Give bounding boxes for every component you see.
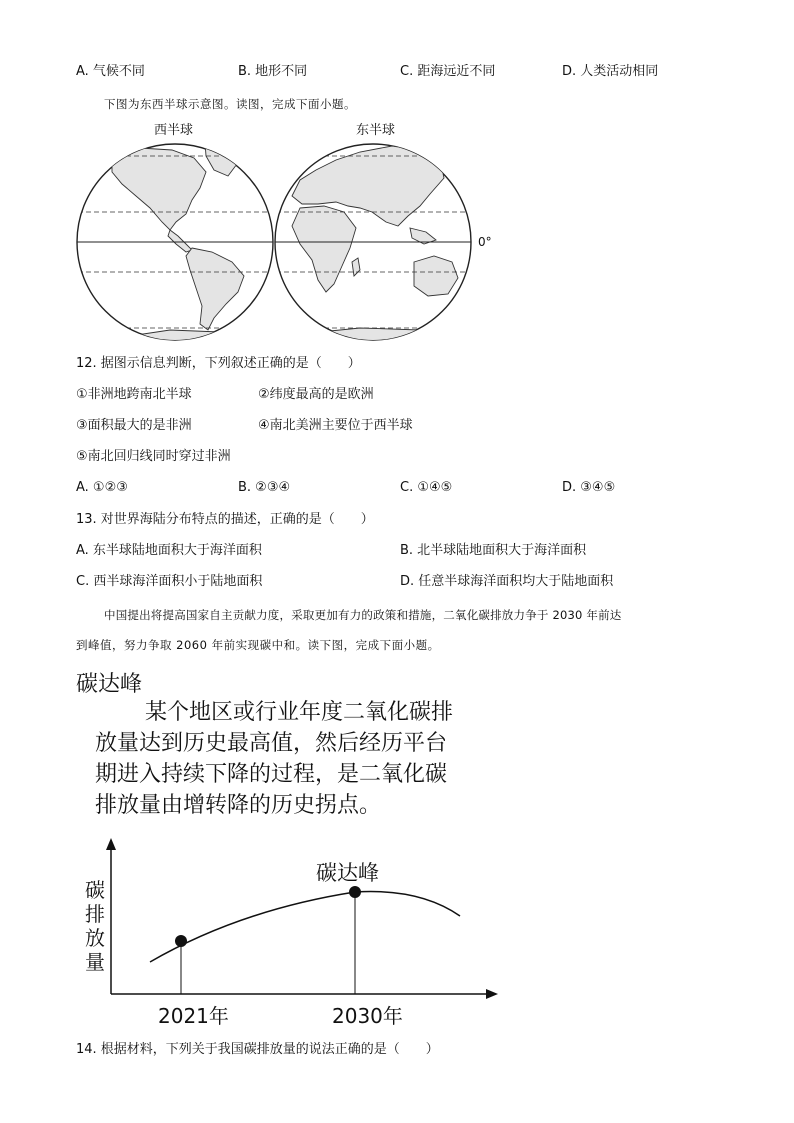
q12-statement-1: ①非洲地跨南北半球	[76, 387, 192, 402]
point-2030-peak	[349, 886, 361, 898]
x-axis-arrow	[486, 989, 498, 999]
carbon-card-line-3: 期进入持续下降的过程，是二氧化碳	[95, 762, 448, 787]
q12-stem: 12. 据图示信息判断，下列叙述正确的是（ ）	[76, 356, 361, 371]
q12-statement-4: ④南北美洲主要位于西半球	[258, 418, 413, 433]
q13-option-c: C. 西半球海洋面积小于陆地面积	[76, 574, 263, 589]
carbon-card-line-4: 排放量由增转降的历史拐点。	[95, 793, 382, 818]
eastern-hemisphere	[268, 144, 478, 360]
q13-option-a: A. 东半球陆地面积大于海洋面积	[76, 543, 262, 558]
q12-statement-2: ②纬度最高的是欧洲	[258, 387, 374, 402]
q11-option-a: A. 气候不同	[76, 64, 145, 79]
q11-option-c: C. 距海远近不同	[400, 64, 496, 79]
q12-option-d: D. ③④⑤	[562, 480, 616, 495]
carbon-card-title: 碳达峰	[76, 672, 143, 697]
q12-statement-5: ⑤南北回归线同时穿过非洲	[76, 449, 231, 464]
map-intro: 下图为东西半球示意图。读图，完成下面小题。	[104, 97, 356, 111]
east-hemisphere-label: 东半球	[356, 123, 396, 138]
carbon-intro-line-2: 到峰值，努力争取 2060 年前实现碳中和。读下图，完成下面小题。	[76, 638, 440, 652]
carbon-chart	[106, 838, 498, 999]
emission-curve	[150, 892, 460, 963]
carbon-card-line-1: 某个地区或行业年度二氧化碳排	[145, 700, 454, 725]
point-2021	[175, 935, 187, 947]
q12-option-c: C. ①④⑤	[400, 480, 453, 495]
q11-option-d: D. 人类活动相同	[562, 64, 659, 79]
western-hemisphere	[70, 142, 280, 360]
q11-option-b: B. 地形不同	[238, 64, 308, 79]
chart-x-tick-2021: 2021年	[158, 1004, 229, 1028]
q13-stem: 13. 对世界海陆分布特点的描述，正确的是（ ）	[76, 512, 374, 527]
q13-option-d: D. 任意半球海洋面积均大于陆地面积	[400, 574, 614, 589]
equator-label: 0°	[478, 235, 492, 249]
chart-y-label: 碳排放量	[85, 878, 105, 974]
q12-option-b: B. ②③④	[238, 480, 291, 495]
west-hemisphere-label: 西半球	[154, 123, 194, 138]
q12-option-a: A. ①②③	[76, 480, 128, 495]
y-axis-arrow	[106, 838, 116, 850]
q14-stem: 14. 根据材料，下列关于我国碳排放量的说法正确的是（ ）	[76, 1042, 439, 1057]
q12-statement-3: ③面积最大的是非洲	[76, 418, 192, 433]
chart-x-tick-2030: 2030年	[332, 1004, 403, 1028]
q13-option-b: B. 北半球陆地面积大于海洋面积	[400, 543, 587, 558]
carbon-intro-line-1: 中国提出将提高国家自主贡献力度，采取更加有力的政策和措施，二氧化碳排放力争于 2030 年前达	[104, 608, 622, 622]
carbon-card-line-2: 放量达到历史最高值，然后经历平台	[95, 731, 448, 756]
chart-annotation-peak: 碳达峰	[316, 861, 379, 885]
